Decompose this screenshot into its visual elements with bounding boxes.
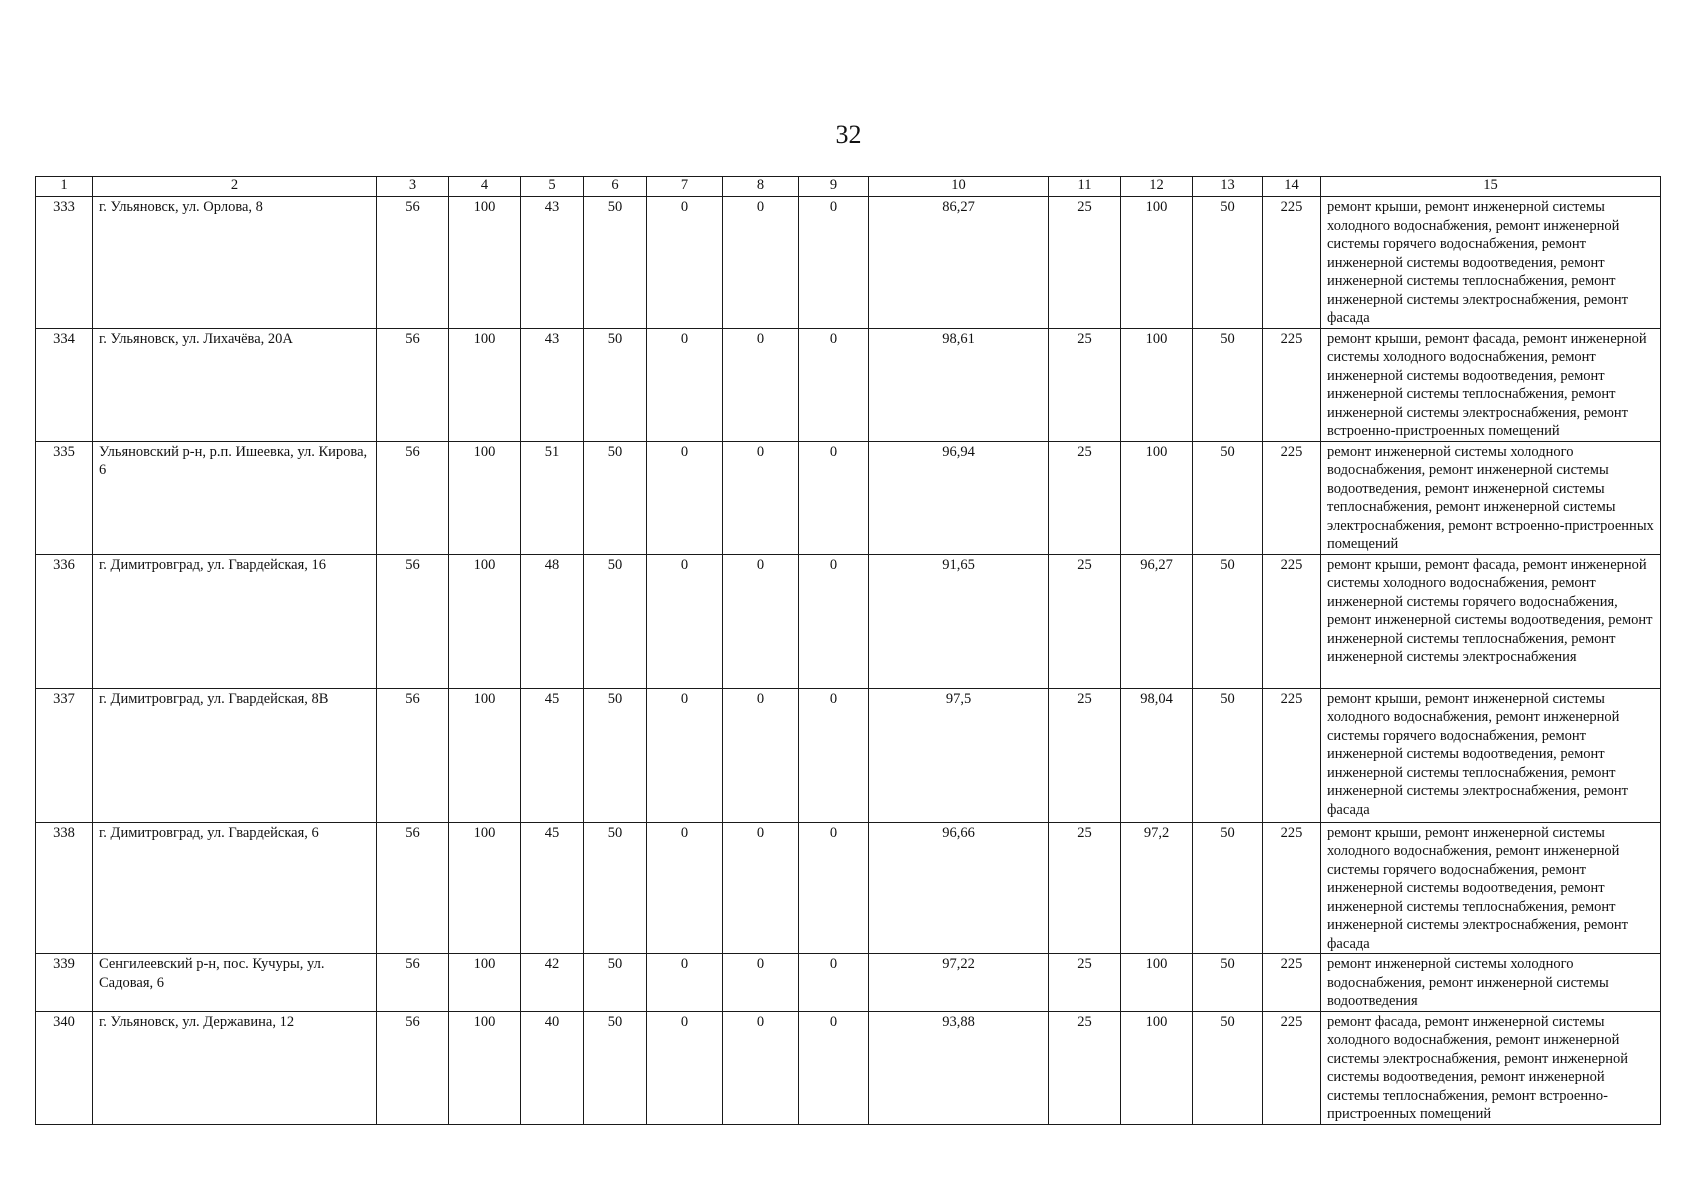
table-row (36, 954, 1661, 1012)
table-cell: 50 (1193, 822, 1263, 954)
table-cell: 56 (377, 197, 449, 329)
works-cell: ремонт крыши, ремонт фасада, ремонт инженерной системы холодного водоснабжения, ремонт инженерной системы водоотведения, ремонт инженерной системы теплоснабжения, ремонт инженерной системы электроснабжения, ремонт встроенно-пристроенных помещений (1321, 328, 1661, 441)
table-cell: 50 (1193, 954, 1263, 1012)
table-row (36, 328, 1661, 441)
table-row (36, 197, 1661, 329)
table-cell: 50 (584, 688, 647, 822)
row-number-cell: 339 (36, 954, 93, 1012)
table-cell: 50 (584, 328, 647, 441)
table-cell: 56 (377, 688, 449, 822)
works-cell: ремонт крыши, ремонт инженерной системы холодного водоснабжения, ремонт инженерной системы горячего водоснабжения, ремонт инженерной системы водоотведения, ремонт инженерной системы теплоснабжения, ремонт инженерной системы электроснабжения, ремонт фасада (1321, 822, 1661, 954)
table-cell: 100 (449, 441, 521, 554)
table-cell: 56 (377, 1011, 449, 1124)
column-header: 15 (1321, 177, 1661, 197)
row-number-cell: 338 (36, 822, 93, 954)
table-cell: 50 (584, 441, 647, 554)
table-cell: 96,27 (1121, 554, 1193, 688)
column-header: 14 (1263, 177, 1321, 197)
column-header: 8 (723, 177, 799, 197)
page-number: 32 (835, 120, 862, 149)
table-cell: 0 (647, 688, 723, 822)
table-cell: 50 (584, 197, 647, 329)
table-cell: 100 (1121, 1011, 1193, 1124)
table-cell: 100 (1121, 954, 1193, 1012)
table-cell: 225 (1263, 197, 1321, 329)
table-cell: 0 (647, 328, 723, 441)
column-header: 11 (1049, 177, 1121, 197)
table-cell: 96,94 (869, 441, 1049, 554)
table-cell: 93,88 (869, 1011, 1049, 1124)
table-cell: 25 (1049, 822, 1121, 954)
table-cell: 97,5 (869, 688, 1049, 822)
table-cell: 225 (1263, 822, 1321, 954)
column-header: 12 (1121, 177, 1193, 197)
table-cell: 50 (584, 554, 647, 688)
table-cell: 0 (723, 328, 799, 441)
table-cell: 40 (521, 1011, 584, 1124)
table-cell: 25 (1049, 197, 1121, 329)
column-header: 2 (93, 177, 377, 197)
table-cell: 0 (799, 328, 869, 441)
housing-repair-table (35, 176, 1661, 1125)
table-cell: 50 (1193, 554, 1263, 688)
row-number-cell: 337 (36, 688, 93, 822)
row-number-cell: 335 (36, 441, 93, 554)
table-cell: 0 (647, 954, 723, 1012)
table-cell: 0 (647, 1011, 723, 1124)
table-cell: 225 (1263, 688, 1321, 822)
table-cell: 86,27 (869, 197, 1049, 329)
column-header: 1 (36, 177, 93, 197)
table-cell: 0 (723, 1011, 799, 1124)
works-cell: ремонт крыши, ремонт инженерной системы холодного водоснабжения, ремонт инженерной системы горячего водоснабжения, ремонт инженерной системы водоотведения, ремонт инженерной системы теплоснабжения, ремонт инженерной системы электроснабжения, ремонт фасада (1321, 197, 1661, 329)
works-cell: ремонт фасада, ремонт инженерной системы холодного водоснабжения, ремонт инженерной системы электроснабжения, ремонт инженерной системы водоотведения, ремонт инженерной системы теплоснабжения, ремонт встроенно-пристроенных помещений (1321, 1011, 1661, 1124)
table-cell: 0 (723, 822, 799, 954)
table-cell: 97,2 (1121, 822, 1193, 954)
table-cell: 100 (1121, 328, 1193, 441)
table-cell: 100 (1121, 441, 1193, 554)
table-cell: 0 (723, 954, 799, 1012)
table-cell: 0 (647, 441, 723, 554)
table-row (36, 441, 1661, 554)
table-cell: 0 (799, 1011, 869, 1124)
table-cell: 50 (1193, 328, 1263, 441)
table-cell: 100 (449, 688, 521, 822)
table-row (36, 822, 1661, 954)
table-cell: 25 (1049, 954, 1121, 1012)
table-cell: 43 (521, 328, 584, 441)
table-cell: 0 (723, 554, 799, 688)
table-cell: 0 (799, 822, 869, 954)
column-header: 6 (584, 177, 647, 197)
table-cell: 50 (584, 822, 647, 954)
address-cell: Сенгилеевский р-н, пос. Кучуры, ул. Садовая, 6 (93, 954, 377, 1012)
column-header: 4 (449, 177, 521, 197)
table-cell: 0 (799, 197, 869, 329)
table-cell: 0 (723, 688, 799, 822)
table-cell: 225 (1263, 954, 1321, 1012)
table-cell: 225 (1263, 554, 1321, 688)
table-cell: 51 (521, 441, 584, 554)
table-cell: 0 (799, 441, 869, 554)
table-cell: 100 (449, 328, 521, 441)
column-header: 5 (521, 177, 584, 197)
address-cell: г. Ульяновск, ул. Державина, 12 (93, 1011, 377, 1124)
table-cell: 98,61 (869, 328, 1049, 441)
table-cell: 0 (799, 688, 869, 822)
row-number-cell: 334 (36, 328, 93, 441)
table-cell: 56 (377, 554, 449, 688)
table-cell: 0 (647, 554, 723, 688)
address-cell: г. Димитровград, ул. Гвардейская, 16 (93, 554, 377, 688)
table-cell: 25 (1049, 1011, 1121, 1124)
column-header: 3 (377, 177, 449, 197)
table-cell: 48 (521, 554, 584, 688)
row-number-cell: 336 (36, 554, 93, 688)
table-cell: 0 (647, 197, 723, 329)
table-cell: 56 (377, 954, 449, 1012)
works-cell: ремонт инженерной системы холодного водоснабжения, ремонт инженерной системы водоотведения, ремонт инженерной системы теплоснабжения, ремонт инженерной системы электроснабжения, ремонт встроенно-пристроенных помещений (1321, 441, 1661, 554)
table-cell: 25 (1049, 441, 1121, 554)
table-cell: 50 (584, 1011, 647, 1124)
table-cell: 0 (799, 954, 869, 1012)
table-cell: 0 (799, 554, 869, 688)
address-cell: г. Димитровград, ул. Гвардейская, 6 (93, 822, 377, 954)
table-cell: 50 (1193, 1011, 1263, 1124)
table-cell: 0 (723, 441, 799, 554)
table-row (36, 688, 1661, 822)
address-cell: г. Ульяновск, ул. Орлова, 8 (93, 197, 377, 329)
table-cell: 100 (449, 1011, 521, 1124)
table-cell: 56 (377, 328, 449, 441)
works-cell: ремонт инженерной системы холодного водоснабжения, ремонт инженерной системы водоотведения (1321, 954, 1661, 1012)
table-cell: 56 (377, 441, 449, 554)
table-cell: 42 (521, 954, 584, 1012)
table-cell: 225 (1263, 441, 1321, 554)
table-cell: 56 (377, 822, 449, 954)
table-cell: 225 (1263, 1011, 1321, 1124)
column-header: 7 (647, 177, 723, 197)
address-cell: г. Димитровград, ул. Гвардейская, 8В (93, 688, 377, 822)
table-cell: 50 (1193, 441, 1263, 554)
table-cell: 98,04 (1121, 688, 1193, 822)
column-header: 9 (799, 177, 869, 197)
column-header: 13 (1193, 177, 1263, 197)
table-cell: 100 (449, 197, 521, 329)
table-cell: 100 (1121, 197, 1193, 329)
table-cell: 25 (1049, 554, 1121, 688)
address-cell: г. Ульяновск, ул. Лихачёва, 20А (93, 328, 377, 441)
column-header: 10 (869, 177, 1049, 197)
table-cell: 25 (1049, 688, 1121, 822)
table-cell: 100 (449, 554, 521, 688)
table-cell: 25 (1049, 328, 1121, 441)
header-row (36, 177, 1661, 197)
row-number-cell: 333 (36, 197, 93, 329)
table-cell: 96,66 (869, 822, 1049, 954)
table-cell: 100 (449, 822, 521, 954)
table-cell: 100 (449, 954, 521, 1012)
table-cell: 50 (584, 954, 647, 1012)
table-cell: 97,22 (869, 954, 1049, 1012)
table-cell: 50 (1193, 688, 1263, 822)
row-number-cell: 340 (36, 1011, 93, 1124)
table-cell: 45 (521, 822, 584, 954)
table-cell: 225 (1263, 328, 1321, 441)
table-cell: 0 (647, 822, 723, 954)
works-cell: ремонт крыши, ремонт инженерной системы холодного водоснабжения, ремонт инженерной системы горячего водоснабжения, ремонт инженерной системы водоотведения, ремонт инженерной системы теплоснабжения, ремонт инженерной системы электроснабжения, ремонт фасада (1321, 688, 1661, 822)
table-cell: 0 (723, 197, 799, 329)
works-cell: ремонт крыши, ремонт фасада, ремонт инженерной системы холодного водоснабжения, ремонт инженерной системы горячего водоснабжения, ремонт инженерной системы водоотведения, ремонт инженерной системы теплоснабжения, ремонт инженерной системы электроснабжения (1321, 554, 1661, 688)
table-cell: 91,65 (869, 554, 1049, 688)
address-cell: Ульяновский р-н, р.п. Ишеевка, ул. Кирова, 6 (93, 441, 377, 554)
table-row (36, 554, 1661, 688)
table-cell: 43 (521, 197, 584, 329)
table-cell: 50 (1193, 197, 1263, 329)
table-cell: 45 (521, 688, 584, 822)
table-row (36, 1011, 1661, 1124)
